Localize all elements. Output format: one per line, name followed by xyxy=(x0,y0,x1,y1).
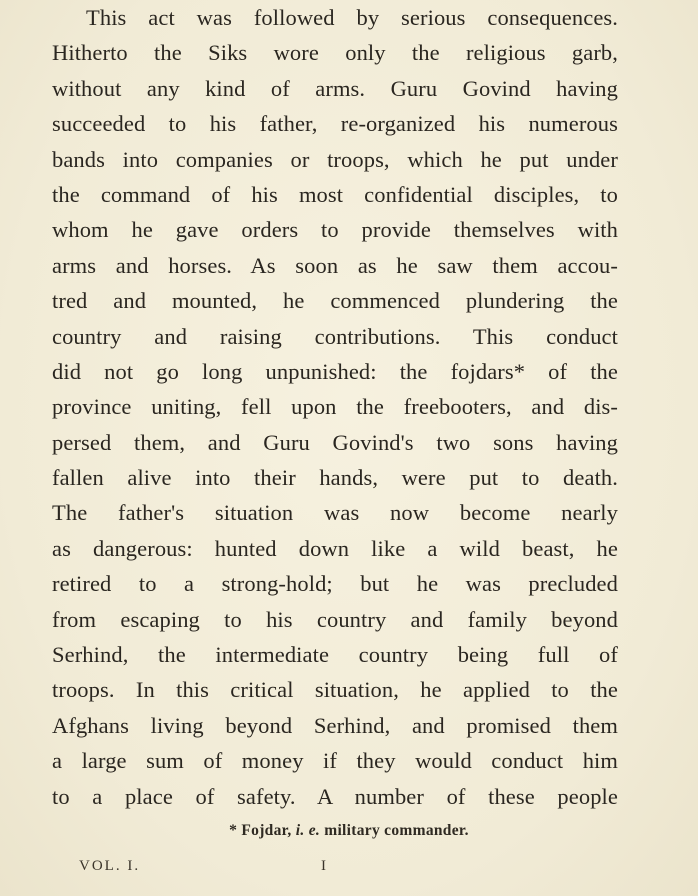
text-line: bands into companies or troops, which he put under xyxy=(52,146,618,172)
text-line: from escaping to his country and family beyond xyxy=(52,606,618,632)
text-line: succeeded to his father, re-organized his numerous xyxy=(52,111,618,137)
text-line: a large sum of money if they would conduct him xyxy=(52,748,618,774)
text-line: province uniting, fell upon the freebooters, and dis- xyxy=(52,394,618,420)
body-text xyxy=(52,0,618,814)
text-line: arms and horses. As soon as he saw them accou- xyxy=(52,252,618,278)
text-line: whom he gave orders to provide themselves with xyxy=(52,217,618,243)
text-line: as dangerous: hunted down like a wild beast, he xyxy=(52,535,618,561)
text-line: retired to a strong-hold; but he was precluded xyxy=(52,571,618,597)
text-line: to a place of safety. A number of these people xyxy=(52,783,618,809)
text-line: Hitherto the Siks wore only the religious garb, xyxy=(52,40,618,66)
text-line: The father's situation was now become nearly xyxy=(52,500,618,526)
text-line: fallen alive into their hands, were put to death. xyxy=(52,465,618,491)
text-line: Afghans living beyond Serhind, and promised them xyxy=(52,712,618,738)
text-line: This act was followed by serious consequences. xyxy=(86,5,618,30)
footnote: * Fojdar, i. e. military commander. xyxy=(229,822,469,839)
text-line: country and raising contributions. This conduct xyxy=(52,323,618,349)
text-line: persed them, and Guru Govind's two sons having xyxy=(52,429,618,455)
page-footer xyxy=(0,852,698,882)
text-line: the command of his most confidential disciples, to xyxy=(52,181,618,207)
signature-mark: I xyxy=(321,858,326,874)
text-line: Serhind, the intermediate country being full of xyxy=(52,642,618,668)
text-line: troops. In this critical situation, he applied to the xyxy=(52,677,618,703)
text-line: without any kind of arms. Guru Govind having xyxy=(52,75,618,101)
text-line: did not go long unpunished: the fojdars* of the xyxy=(52,358,618,384)
signature-volume: VOL. I. xyxy=(79,858,141,874)
text-line: tred and mounted, he commenced plundering the xyxy=(52,288,618,314)
